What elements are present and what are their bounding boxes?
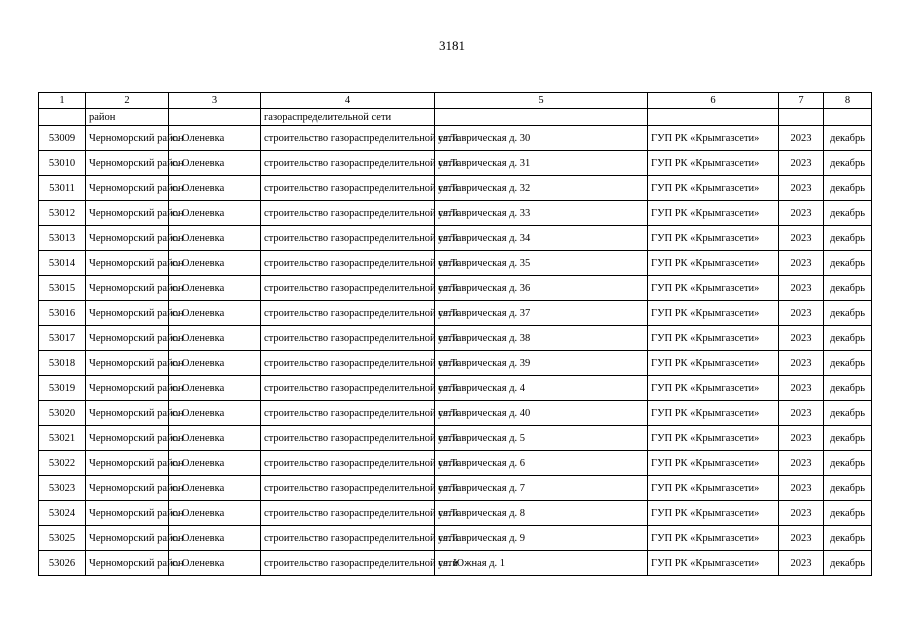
address-cell: ул.Таврическая д. 30	[435, 126, 648, 151]
address-cell: ул. Южная д. 1	[435, 551, 648, 576]
address-cell: ул.Таврическая д. 34	[435, 226, 648, 251]
month-cell: декабрь	[824, 301, 872, 326]
address-cell: ул.Таврическая д. 4	[435, 376, 648, 401]
work-cell: строительство газораспределительной сети	[261, 351, 435, 376]
year-cell: 2023	[779, 401, 824, 426]
organization-cell	[648, 109, 779, 126]
row-number-cell: 53020	[39, 401, 86, 426]
work-cell: строительство газораспределительной сети	[261, 401, 435, 426]
month-cell: декабрь	[824, 401, 872, 426]
locality-cell	[169, 109, 261, 126]
locality-cell: с. Оленевка	[169, 501, 261, 526]
locality-cell: с. Оленевка	[169, 351, 261, 376]
address-cell: ул.Таврическая д. 5	[435, 426, 648, 451]
work-cell: строительство газораспределительной сети	[261, 376, 435, 401]
district-cell: Черноморский район	[86, 401, 169, 426]
locality-cell: с. Оленевка	[169, 326, 261, 351]
table-header-row	[39, 93, 872, 109]
locality-cell: с. Оленевка	[169, 476, 261, 501]
work-cell: газораспределительной сети	[261, 109, 435, 126]
month-cell: декабрь	[824, 451, 872, 476]
district-cell: Черноморский район	[86, 551, 169, 576]
registry-table	[38, 92, 872, 576]
work-cell: строительство газораспределительной сети	[261, 201, 435, 226]
address-cell: ул.Таврическая д. 39	[435, 351, 648, 376]
table-row	[39, 401, 872, 426]
work-cell: строительство газораспределительной сети	[261, 176, 435, 201]
table-row	[39, 476, 872, 501]
month-cell: декабрь	[824, 501, 872, 526]
year-cell: 2023	[779, 451, 824, 476]
address-cell: ул.Таврическая д. 7	[435, 476, 648, 501]
district-cell: Черноморский район	[86, 201, 169, 226]
address-cell: ул.Таврическая д. 40	[435, 401, 648, 426]
year-cell: 2023	[779, 176, 824, 201]
table-row	[39, 301, 872, 326]
locality-cell: с. Оленевка	[169, 401, 261, 426]
column-header: 7	[779, 93, 824, 109]
locality-cell: с. Оленевка	[169, 301, 261, 326]
table-row	[39, 426, 872, 451]
row-number-cell: 53026	[39, 551, 86, 576]
district-cell: Черноморский район	[86, 126, 169, 151]
year-cell: 2023	[779, 501, 824, 526]
row-number-cell: 53009	[39, 126, 86, 151]
locality-cell: с. Оленевка	[169, 426, 261, 451]
row-number-cell: 53022	[39, 451, 86, 476]
row-number-cell: 53019	[39, 376, 86, 401]
locality-cell: с. Оленевка	[169, 176, 261, 201]
row-number-cell: 53023	[39, 476, 86, 501]
month-cell	[824, 109, 872, 126]
organization-cell: ГУП РК «Крымгазсети»	[648, 126, 779, 151]
table-row	[39, 351, 872, 376]
address-cell: ул.Таврическая д. 32	[435, 176, 648, 201]
work-cell: строительство газораспределительной сети	[261, 426, 435, 451]
table-row	[39, 176, 872, 201]
work-cell: строительство газораспределительной сети	[261, 126, 435, 151]
table-row	[39, 226, 872, 251]
district-cell: Черноморский район	[86, 276, 169, 301]
month-cell: декабрь	[824, 551, 872, 576]
organization-cell: ГУП РК «Крымгазсети»	[648, 376, 779, 401]
column-header: 2	[86, 93, 169, 109]
table-row	[39, 551, 872, 576]
page-number: 3181	[439, 38, 465, 53]
year-cell: 2023	[779, 126, 824, 151]
address-cell: ул.Таврическая д. 33	[435, 201, 648, 226]
row-number-cell: 53017	[39, 326, 86, 351]
district-cell: Черноморский район	[86, 351, 169, 376]
month-cell: декабрь	[824, 226, 872, 251]
month-cell: декабрь	[824, 251, 872, 276]
work-cell: строительство газораспределительной сети	[261, 226, 435, 251]
address-cell: ул.Таврическая д. 6	[435, 451, 648, 476]
locality-cell: с. Оленевка	[169, 551, 261, 576]
column-header: 8	[824, 93, 872, 109]
district-cell: Черноморский район	[86, 526, 169, 551]
column-header: 1	[39, 93, 86, 109]
year-cell: 2023	[779, 201, 824, 226]
organization-cell: ГУП РК «Крымгазсети»	[648, 151, 779, 176]
year-cell: 2023	[779, 276, 824, 301]
locality-cell: с. Оленевка	[169, 126, 261, 151]
organization-cell: ГУП РК «Крымгазсети»	[648, 226, 779, 251]
year-cell: 2023	[779, 551, 824, 576]
year-cell: 2023	[779, 251, 824, 276]
row-number-cell: 53024	[39, 501, 86, 526]
organization-cell: ГУП РК «Крымгазсети»	[648, 451, 779, 476]
organization-cell: ГУП РК «Крымгазсети»	[648, 401, 779, 426]
organization-cell: ГУП РК «Крымгазсети»	[648, 351, 779, 376]
organization-cell: ГУП РК «Крымгазсети»	[648, 276, 779, 301]
month-cell: декабрь	[824, 151, 872, 176]
column-header: 5	[435, 93, 648, 109]
organization-cell: ГУП РК «Крымгазсети»	[648, 476, 779, 501]
organization-cell: ГУП РК «Крымгазсети»	[648, 326, 779, 351]
address-cell: ул.Таврическая д. 35	[435, 251, 648, 276]
district-cell: Черноморский район	[86, 451, 169, 476]
year-cell: 2023	[779, 226, 824, 251]
year-cell: 2023	[779, 426, 824, 451]
work-cell: строительство газораспределительной сети	[261, 501, 435, 526]
month-cell: декабрь	[824, 376, 872, 401]
table-row	[39, 251, 872, 276]
locality-cell: с. Оленевка	[169, 151, 261, 176]
district-cell: Черноморский район	[86, 151, 169, 176]
month-cell: декабрь	[824, 526, 872, 551]
work-cell: строительство газораспределительной сети	[261, 251, 435, 276]
month-cell: декабрь	[824, 426, 872, 451]
table-row	[39, 326, 872, 351]
month-cell: декабрь	[824, 351, 872, 376]
work-cell: строительство газораспределительной сети	[261, 476, 435, 501]
month-cell: декабрь	[824, 201, 872, 226]
district-cell: Черноморский район	[86, 501, 169, 526]
locality-cell: с. Оленевка	[169, 451, 261, 476]
district-cell: район	[86, 109, 169, 126]
year-cell: 2023	[779, 526, 824, 551]
organization-cell: ГУП РК «Крымгазсети»	[648, 501, 779, 526]
year-cell: 2023	[779, 151, 824, 176]
district-cell: Черноморский район	[86, 326, 169, 351]
row-number-cell: 53025	[39, 526, 86, 551]
work-cell: строительство газораспределительной сети	[261, 551, 435, 576]
work-cell: строительство газораспределительной сети	[261, 326, 435, 351]
month-cell: декабрь	[824, 326, 872, 351]
row-number-cell: 53018	[39, 351, 86, 376]
address-cell: ул.Таврическая д. 9	[435, 526, 648, 551]
organization-cell: ГУП РК «Крымгазсети»	[648, 201, 779, 226]
locality-cell: с. Оленевка	[169, 201, 261, 226]
table-body	[39, 109, 872, 576]
table-row	[39, 151, 872, 176]
address-cell: ул.Таврическая д. 38	[435, 326, 648, 351]
organization-cell: ГУП РК «Крымгазсети»	[648, 251, 779, 276]
locality-cell: с. Оленевка	[169, 276, 261, 301]
table-row	[39, 276, 872, 301]
work-cell: строительство газораспределительной сети	[261, 451, 435, 476]
address-cell: ул.Таврическая д. 37	[435, 301, 648, 326]
column-header: 4	[261, 93, 435, 109]
district-cell: Черноморский район	[86, 226, 169, 251]
district-cell: Черноморский район	[86, 476, 169, 501]
work-cell: строительство газораспределительной сети	[261, 276, 435, 301]
row-number-cell: 53015	[39, 276, 86, 301]
row-number-cell: 53021	[39, 426, 86, 451]
year-cell: 2023	[779, 476, 824, 501]
row-number-cell: 53012	[39, 201, 86, 226]
locality-cell: с. Оленевка	[169, 251, 261, 276]
continuation-row	[39, 109, 872, 126]
row-number-cell: 53011	[39, 176, 86, 201]
district-cell: Черноморский район	[86, 426, 169, 451]
month-cell: декабрь	[824, 476, 872, 501]
locality-cell: с. Оленевка	[169, 376, 261, 401]
table-row	[39, 126, 872, 151]
organization-cell: ГУП РК «Крымгазсети»	[648, 426, 779, 451]
organization-cell: ГУП РК «Крымгазсети»	[648, 526, 779, 551]
address-cell	[435, 109, 648, 126]
address-cell: ул.Таврическая д. 31	[435, 151, 648, 176]
table-row	[39, 201, 872, 226]
column-header: 6	[648, 93, 779, 109]
row-number-cell	[39, 109, 86, 126]
month-cell: декабрь	[824, 126, 872, 151]
address-cell: ул.Таврическая д. 8	[435, 501, 648, 526]
locality-cell: с. Оленевка	[169, 526, 261, 551]
organization-cell: ГУП РК «Крымгазсети»	[648, 551, 779, 576]
table-row	[39, 501, 872, 526]
year-cell: 2023	[779, 301, 824, 326]
district-cell: Черноморский район	[86, 176, 169, 201]
work-cell: строительство газораспределительной сети	[261, 526, 435, 551]
row-number-cell: 53016	[39, 301, 86, 326]
table-row	[39, 526, 872, 551]
work-cell: строительство газораспределительной сети	[261, 151, 435, 176]
year-cell: 2023	[779, 326, 824, 351]
district-cell: Черноморский район	[86, 376, 169, 401]
district-cell: Черноморский район	[86, 251, 169, 276]
address-cell: ул.Таврическая д. 36	[435, 276, 648, 301]
district-cell: Черноморский район	[86, 301, 169, 326]
year-cell: 2023	[779, 351, 824, 376]
month-cell: декабрь	[824, 176, 872, 201]
row-number-cell: 53010	[39, 151, 86, 176]
table-row	[39, 451, 872, 476]
month-cell: декабрь	[824, 276, 872, 301]
year-cell: 2023	[779, 376, 824, 401]
work-cell: строительство газораспределительной сети	[261, 301, 435, 326]
row-number-cell: 53013	[39, 226, 86, 251]
locality-cell: с. Оленевка	[169, 226, 261, 251]
organization-cell: ГУП РК «Крымгазсети»	[648, 176, 779, 201]
column-header: 3	[169, 93, 261, 109]
organization-cell: ГУП РК «Крымгазсети»	[648, 301, 779, 326]
row-number-cell: 53014	[39, 251, 86, 276]
year-cell	[779, 109, 824, 126]
table-row	[39, 376, 872, 401]
